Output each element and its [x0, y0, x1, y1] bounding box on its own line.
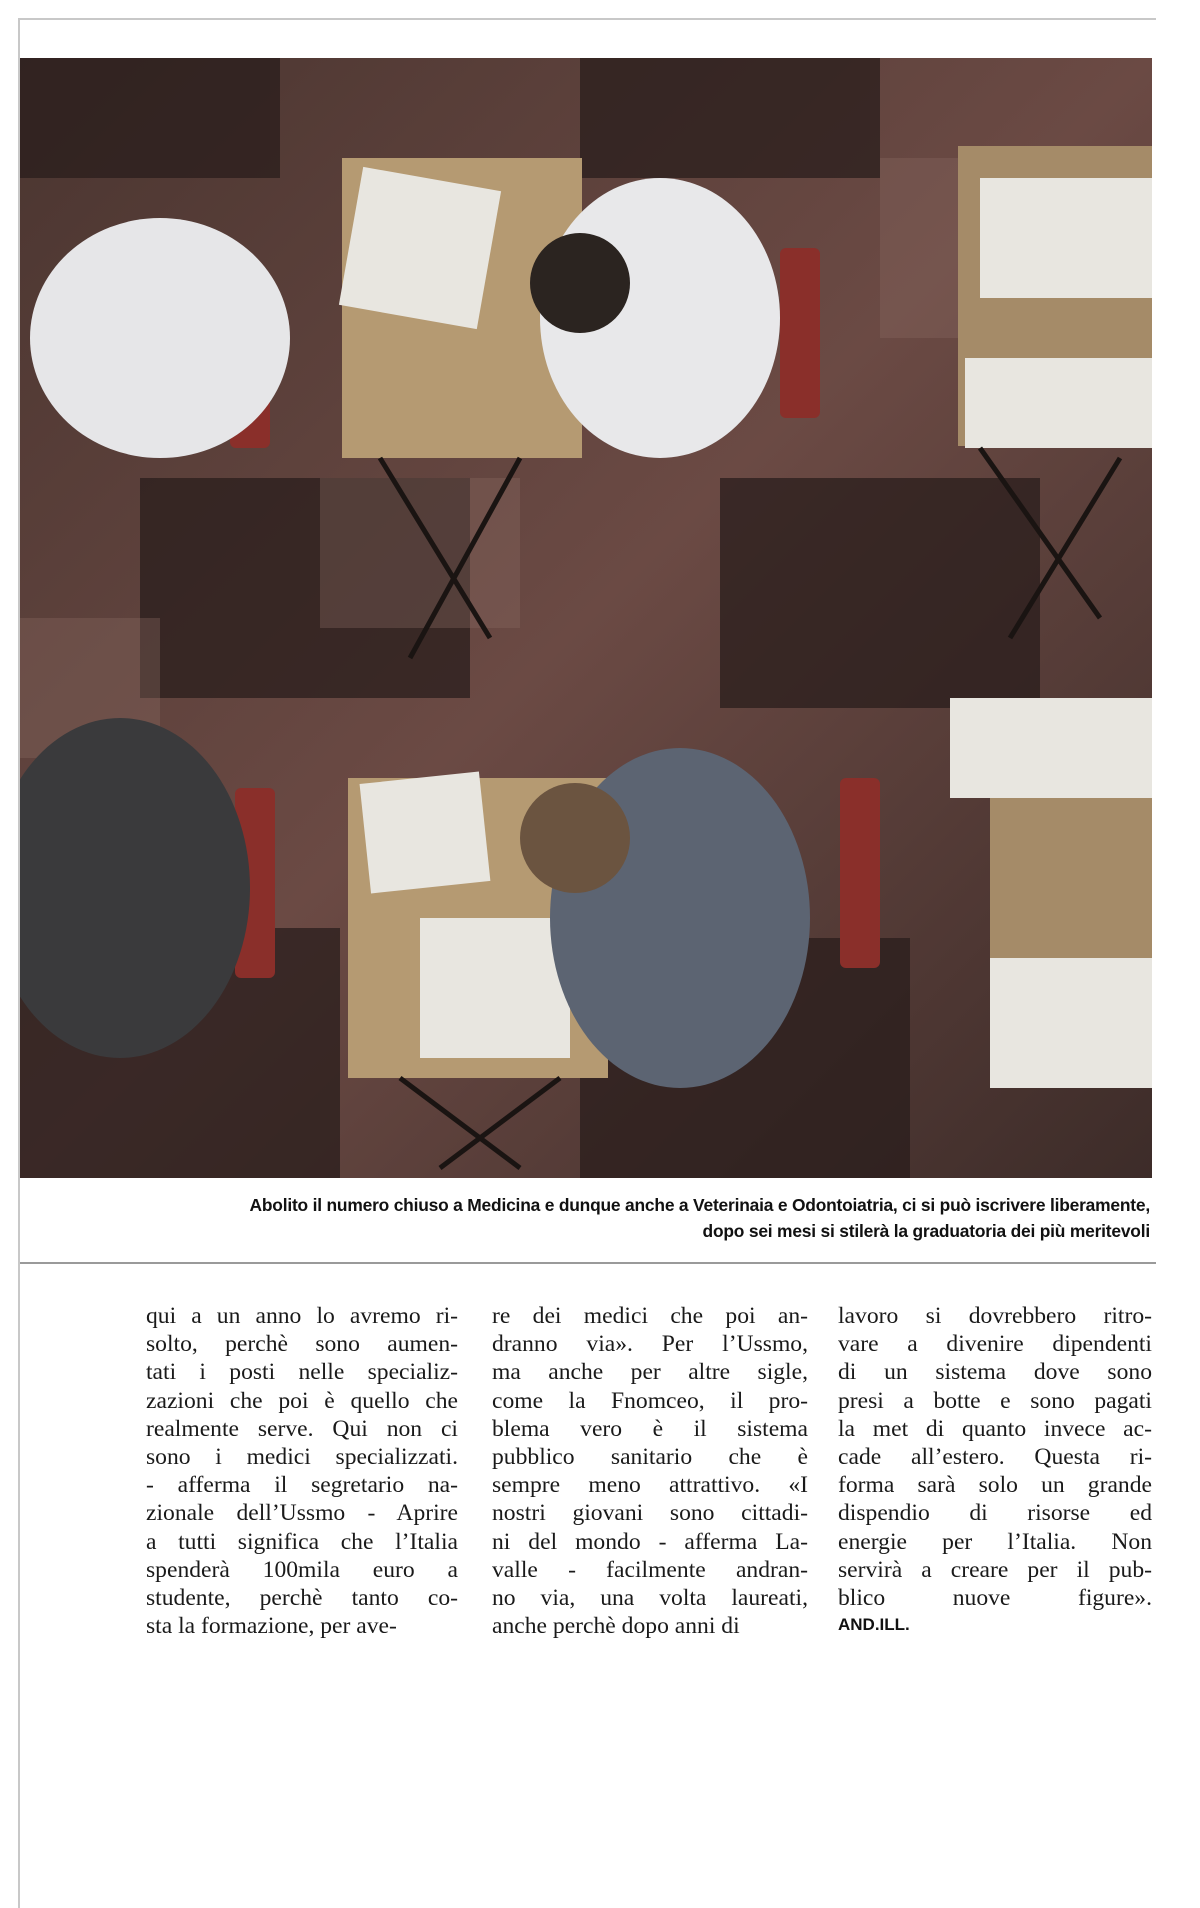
text-line: di un sistema dove sono [838, 1359, 1152, 1386]
text-line: sta la formazione, per ave- [146, 1613, 397, 1640]
caption-line-2: dopo sei mesi si stilerà la graduatoria dei più meritevoli [702, 1221, 1150, 1241]
text-line: dispendio di risorse ed [838, 1500, 1152, 1527]
text-line: cade all’estero. Questa ri- [838, 1444, 1152, 1471]
text-line: lavoro si dovrebbero ritro- [838, 1303, 1152, 1329]
photo-caption [30, 1192, 1150, 1244]
text-line: sono i medici specializzati. [146, 1444, 458, 1471]
text-line: dranno via». Per l’Ussmo, [492, 1331, 808, 1358]
text-line: pubblico sanitario che è [492, 1444, 808, 1471]
text-line: anche perchè dopo anni di [492, 1613, 740, 1640]
text-line: blico nuove figure». [838, 1585, 1152, 1612]
section-divider [20, 1262, 1156, 1264]
article-column-1 [146, 1302, 458, 1640]
text-line: tati i posti nelle specializ- [146, 1359, 458, 1386]
text-line: presi a botte e sono pagati [838, 1387, 1152, 1414]
text-line: qui a un anno lo avremo ri- [146, 1303, 458, 1329]
text-line: servirà a creare per il pub- [838, 1556, 1152, 1583]
caption-line-1: Abolito il numero chiuso a Medicina e dunque anche a Veterinaia e Odontoiatria, ci si può iscrivere liberamente, [249, 1195, 1150, 1215]
text-line: - afferma il segretario na- [146, 1472, 458, 1499]
author-signature: AND.ILL. [838, 1615, 910, 1635]
text-line: solto, perchè sono aumen- [146, 1331, 458, 1358]
text-line: zazioni che poi è quello che [146, 1387, 458, 1414]
text-line: no via, una volta laureati, [492, 1585, 808, 1612]
text-line: sempre meno attrattivo. «I [492, 1472, 808, 1499]
text-line: nostri giovani sono cittadi- [492, 1500, 808, 1527]
text-line: spenderà 100mila euro a [146, 1556, 458, 1583]
text-line: energie per l’Italia. Non [838, 1528, 1152, 1555]
article-column-2 [492, 1302, 808, 1640]
text-line: blema vero è il sistema [492, 1415, 808, 1442]
text-line: ni del mondo - afferma La- [492, 1528, 808, 1555]
text-line: a tutti significa che l’Italia [146, 1528, 458, 1555]
text-line: la met di quanto invece ac- [838, 1415, 1152, 1442]
photo-illustration [20, 58, 1152, 1178]
text-line: zionale dell’Ussmo - Aprire [146, 1500, 458, 1527]
text-line: studente, perchè tanto co- [146, 1585, 458, 1612]
news-photo-exam-hall [20, 58, 1152, 1178]
text-line: ma anche per altre sigle, [492, 1359, 808, 1386]
text-line: come la Fnomceo, il pro- [492, 1387, 808, 1414]
text-line: forma sarà solo un grande [838, 1472, 1152, 1499]
text-line: vare a divenire dipendenti [838, 1331, 1152, 1358]
article-column-3 [838, 1302, 1152, 1638]
text-line: valle - facilmente andran- [492, 1556, 808, 1583]
text-line: realmente serve. Qui non ci [146, 1415, 458, 1442]
text-line: re dei medici che poi an- [492, 1303, 808, 1329]
